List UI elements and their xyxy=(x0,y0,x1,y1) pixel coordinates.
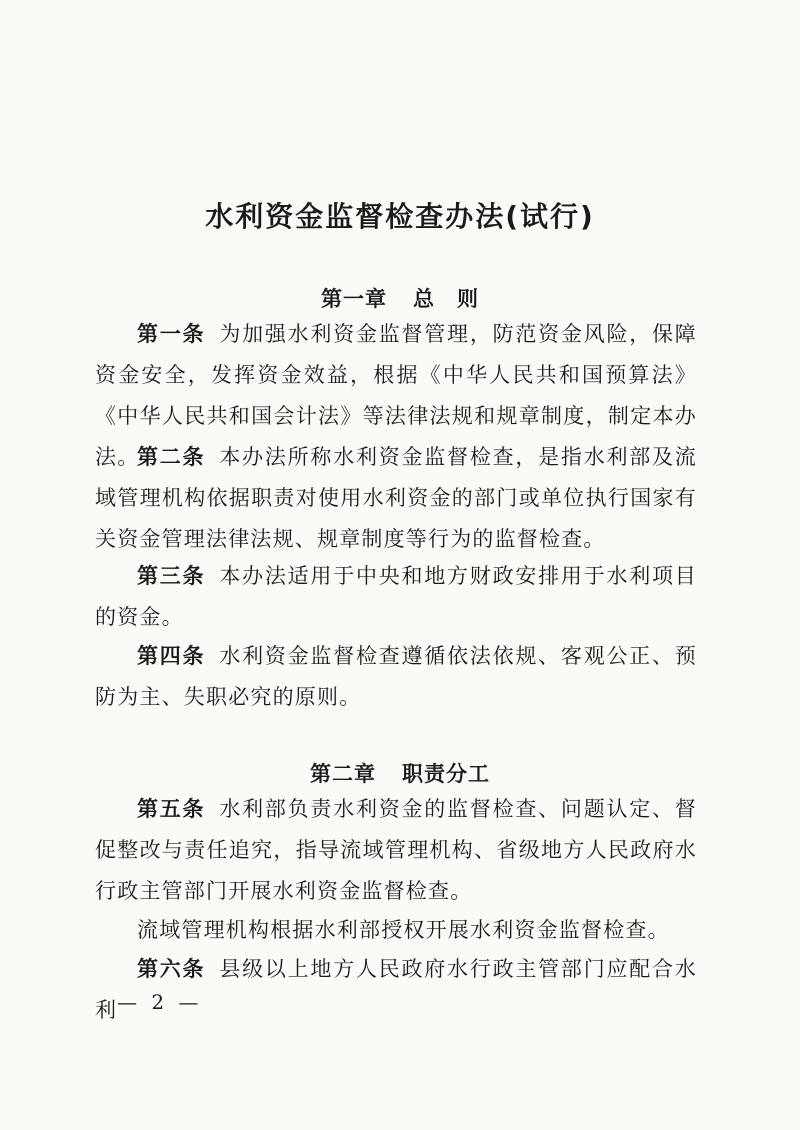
article-3 xyxy=(95,556,697,638)
chapter-heading-2 xyxy=(0,758,800,788)
article-5-paragraph-2: 流域管理机构根据水利部授权开展水利资金监督检查。 xyxy=(137,918,670,942)
article-text: 本办法所称水利资金监督检查，是指水利部及流域管理机构依据职责对使用水利资金的部门或单位执行国家有关资金管理法律法规、规章制度等行为的监督检查。 xyxy=(95,445,697,551)
chapter-heading-1 xyxy=(0,283,800,313)
chapter-number: 第一章 xyxy=(321,287,387,311)
article-text: 水利资金监督检查遵循依法依规、客观公正、预防为主、失职必究的原则。 xyxy=(95,644,697,709)
article-5 xyxy=(95,789,697,912)
article-label: 第五条 xyxy=(137,797,206,821)
article-text: 水利部负责水利资金的监督检查、问题认定、督促整改与责任追究，指导流域管理机构、省级地方人民政府水行政主管部门开展水利资金监督检查。 xyxy=(95,797,697,903)
chapter-name: 职责分工 xyxy=(402,762,490,786)
article-label: 第四条 xyxy=(137,644,206,668)
chapter-number: 第二章 xyxy=(310,762,376,786)
article-label: 第六条 xyxy=(137,957,206,981)
article-label: 第一条 xyxy=(137,322,206,346)
article-text: 本办法适用于中央和地方财政安排用于水利项目的资金。 xyxy=(95,564,697,629)
page-number: — 2 — xyxy=(117,990,203,1014)
article-label: 第二条 xyxy=(137,445,206,469)
article-text: 为加强水利资金监督管理，防范资金风险，保障资金安全，发挥资金效益，根据《中华人民共和国预算法》《中华人民共和国会计法》等法律法规和规章制度，制定本办法。 xyxy=(95,322,697,469)
article-2 xyxy=(95,437,697,560)
document-title: 水利资金监督检查办法(试行) xyxy=(205,200,595,233)
article-4 xyxy=(95,636,697,718)
chapter-name: 总 则 xyxy=(413,287,479,311)
article-label: 第三条 xyxy=(137,564,206,588)
article-text: 县级以上地方人民政府水行政主管部门应配合水利 xyxy=(95,957,697,1022)
